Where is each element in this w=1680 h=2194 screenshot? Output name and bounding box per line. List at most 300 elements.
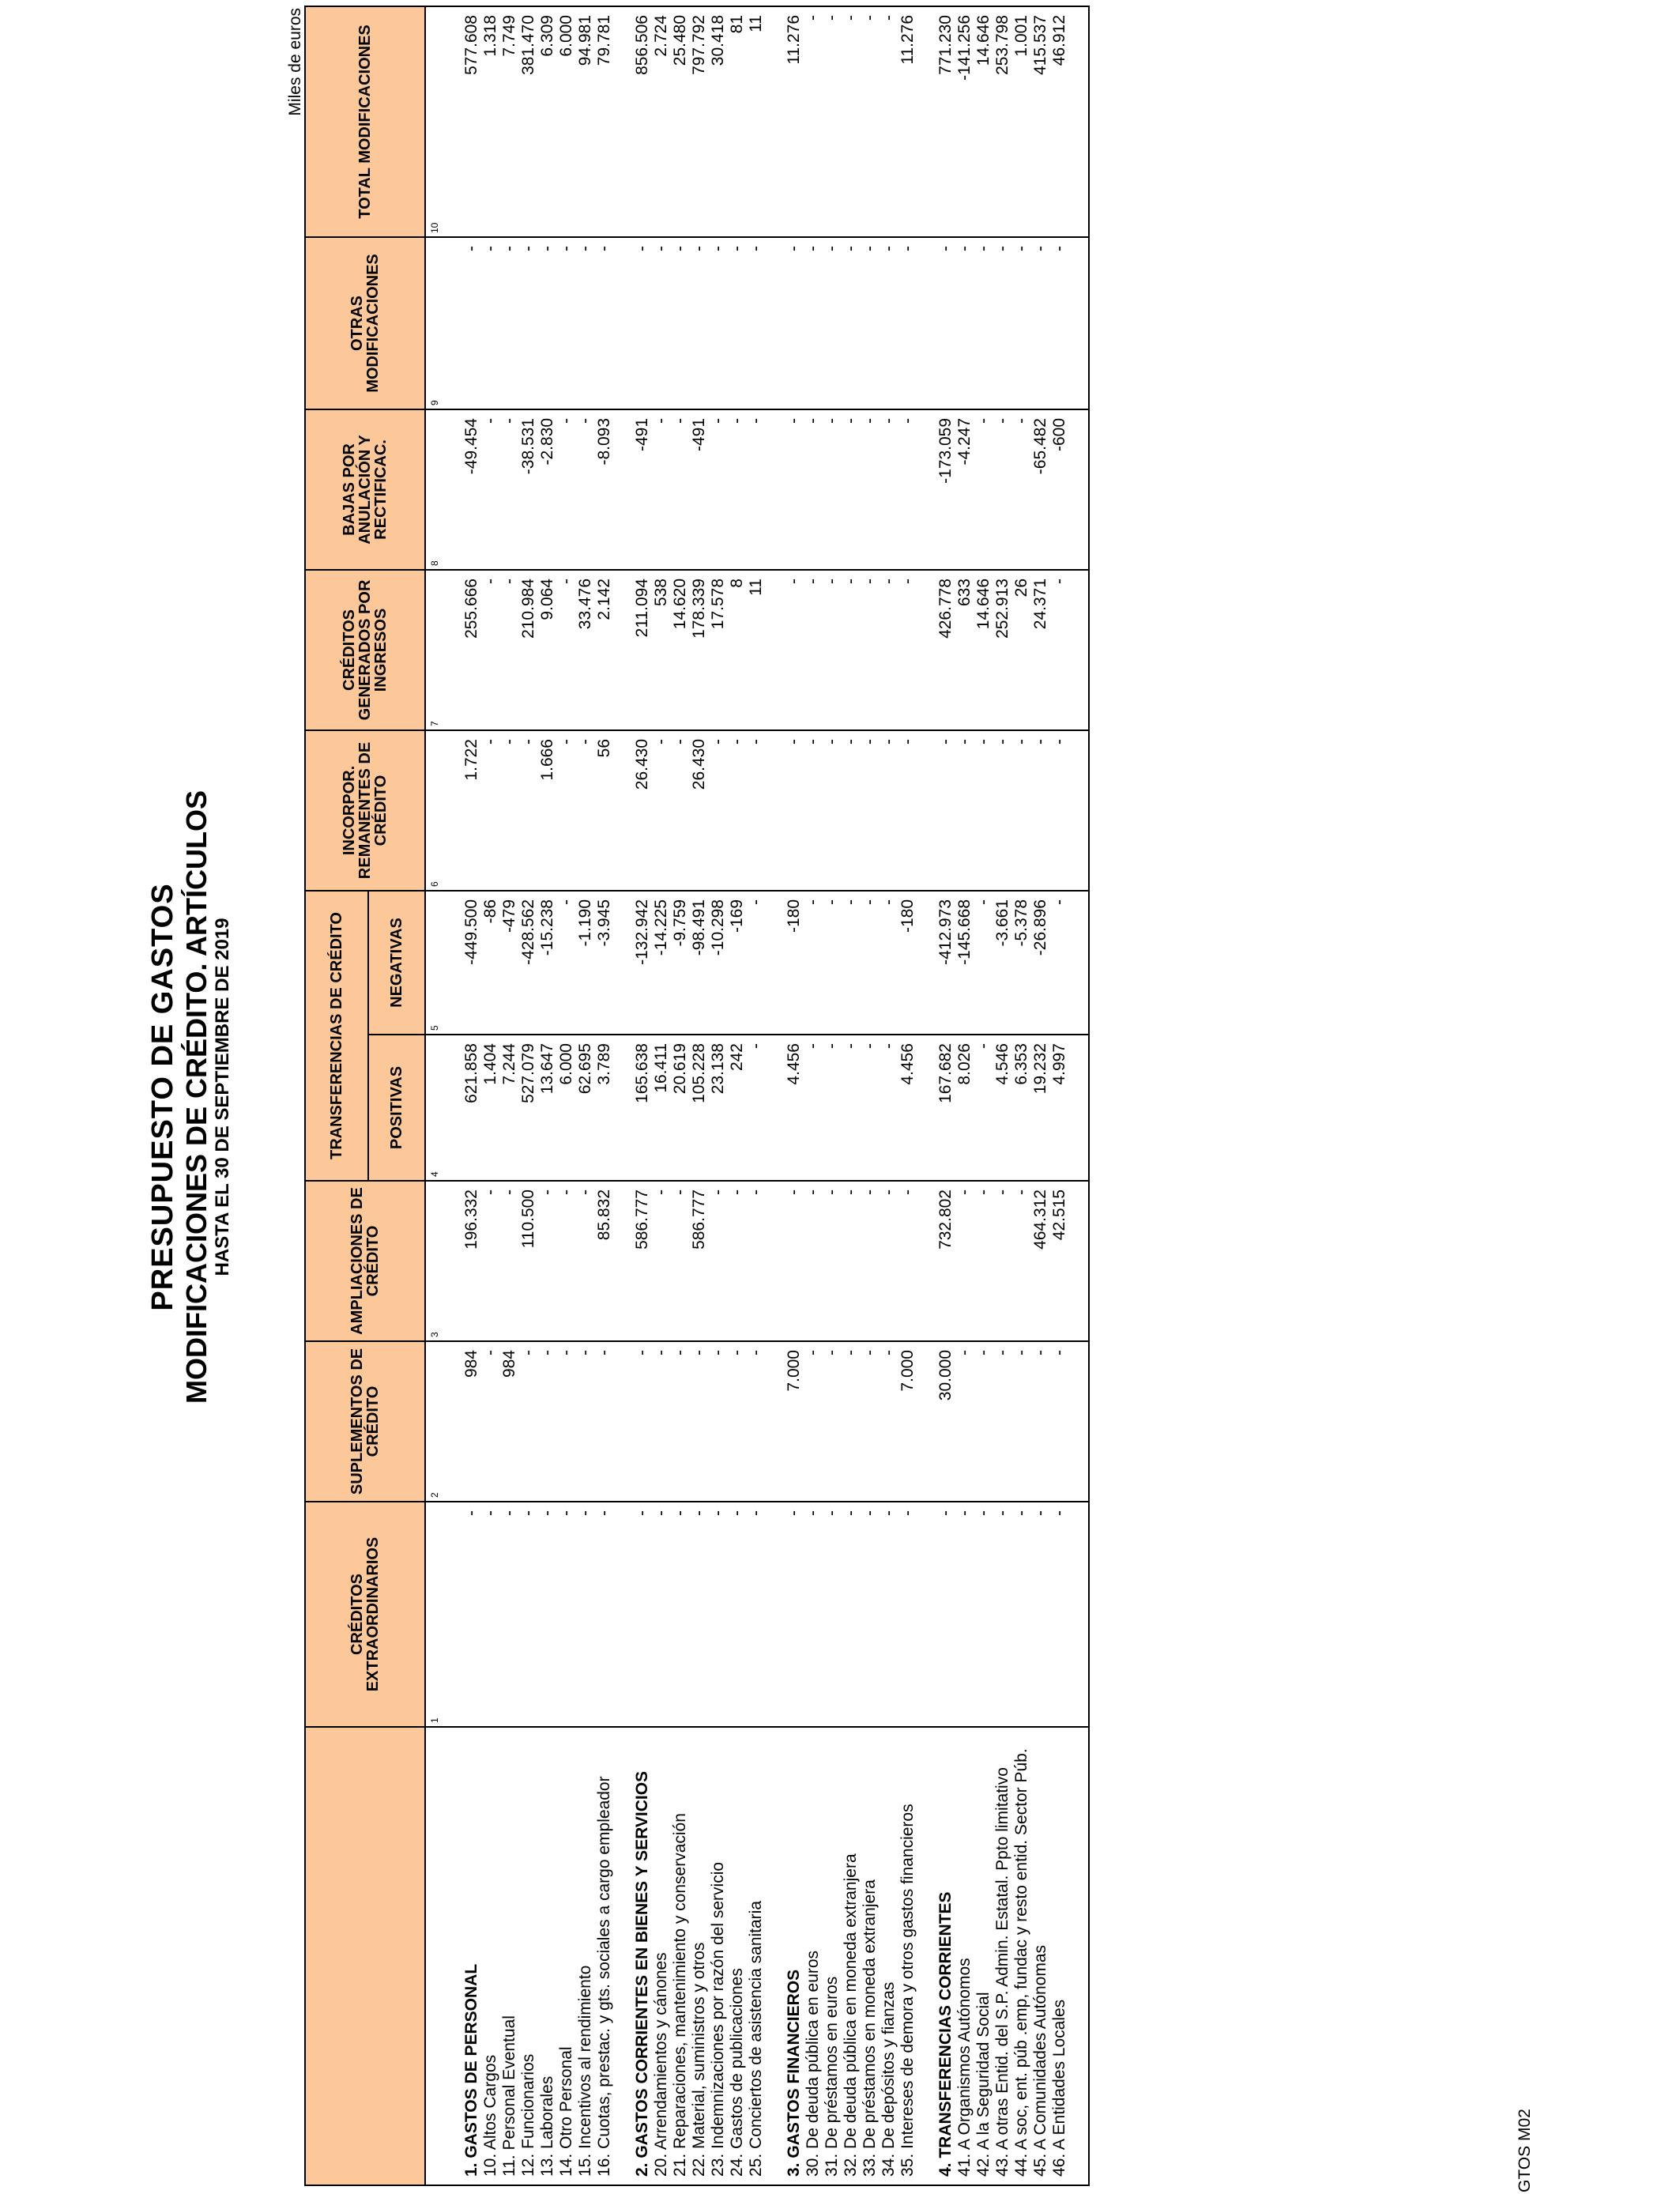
cell-value: - [842,1341,861,1502]
cell-value: - [993,1181,1012,1341]
cell-value: - [785,1502,804,1727]
cell-value: 26.430 [690,730,709,891]
row-label: 14. Otro Personal [557,1727,576,2185]
cell-value: -9.759 [671,891,690,1035]
cell-value: - [785,237,804,409]
cell-value: - [500,1181,519,1341]
cell-value: - [823,409,842,570]
cell-value: 856.506 [633,6,652,237]
cell-value: - [1012,1181,1031,1341]
cell-value: - [804,409,823,570]
cell-value: 7.000 [785,1341,804,1502]
cell-value: - [823,891,842,1035]
cell-value: - [842,1181,861,1341]
cell-value: 732.802 [936,1181,955,1341]
cell-value: 26.430 [633,730,652,891]
row-label: 43. A otras Entid. del S.P. Admin. Estatal. Ppto limitativo [993,1727,1012,2185]
cell-value: - [709,730,728,891]
cell-value: 255.666 [462,570,481,730]
column-number: 9 [425,237,443,409]
table-row [842,6,861,2185]
cell-value: 426.778 [936,570,955,730]
cell-value: - [728,1341,747,1502]
cell-value: 178.339 [690,570,709,730]
cell-value: 11.276 [785,6,804,237]
table-row [766,6,785,2185]
cell-value: - [709,1181,728,1341]
cell-value: - [785,409,804,570]
table-row [993,6,1012,2185]
row-label: 44. A soc, ent. púb .emp, fundac y resto entid. Sector Púb. [1012,1727,1031,2185]
row-label: 46. A Entidades Locales [1050,1727,1069,2185]
cell-value [1069,1341,1089,1502]
cell-value: - [955,237,974,409]
cell-value: - [880,1181,898,1341]
cell-value: - [1012,409,1031,570]
cell-value [443,1181,462,1341]
cell-value [614,1341,633,1502]
cell-value [614,730,633,891]
cell-value: 253.798 [993,6,1012,237]
cell-value: - [747,1341,766,1502]
cell-value: -412.973 [936,891,955,1035]
cell-value: - [500,730,519,891]
report-period: HASTA EL 30 DE SEPTIEMBRE DE 2019 [212,918,233,1276]
cell-value: 252.913 [993,570,1012,730]
cell-value: - [842,409,861,570]
cell-value [766,6,785,237]
cell-value [614,1181,633,1341]
units-label: Miles de euros [286,8,304,116]
cell-value: - [652,1341,671,1502]
row-label [614,1727,633,2185]
cell-value: -10.298 [709,891,728,1035]
cell-value: - [538,237,557,409]
cell-value: - [728,237,747,409]
cell-value: 26 [1012,570,1031,730]
cell-value: - [747,1035,766,1181]
cell-value: -38.531 [519,409,538,570]
cell-value: -3.661 [993,891,1012,1035]
cell-value [766,409,785,570]
row-label: 23. Indemnizaciones por razón del servicio [709,1727,728,2185]
cell-value: - [898,237,917,409]
cell-value [917,730,936,891]
cell-value: - [519,730,538,891]
cell-value: - [936,237,955,409]
cell-value [766,237,785,409]
cell-value: - [557,409,576,570]
cell-value: - [1031,1502,1050,1727]
cell-value [1069,237,1089,409]
row-label: 15. Incentivos al rendimiento [576,1727,595,2185]
cell-value: 527.079 [519,1035,538,1181]
cell-value: 46.912 [1050,6,1069,237]
column-number-row [425,6,443,2185]
cell-value: - [1012,237,1031,409]
cell-value: 4.456 [785,1035,804,1181]
cell-value: - [1012,1502,1031,1727]
cell-value: -180 [898,891,917,1035]
cell-value: - [823,1502,842,1727]
cell-value: - [823,6,842,237]
cell-value: 211.094 [633,570,652,730]
cell-value: - [861,730,880,891]
cell-value: - [557,570,576,730]
cell-value: - [955,1341,974,1502]
column-number: 8 [425,409,443,570]
cell-value [1069,730,1089,891]
row-label: 34. De depósitos y fianzas [880,1727,898,2185]
header-creditos-generados: CRÉDITOS GENERADOS POR INGRESOS [305,570,425,730]
cell-value: - [861,570,880,730]
row-label: 22. Material, suministros y otros [690,1727,709,2185]
table-row [880,6,898,2185]
cell-value: - [500,570,519,730]
cell-value [766,570,785,730]
table-row [804,6,823,2185]
cell-value: 464.312 [1031,1181,1050,1341]
cell-value [443,1341,462,1502]
cell-value: 4.997 [1050,1035,1069,1181]
cell-value: - [861,6,880,237]
cell-value: 1.722 [462,730,481,891]
cell-value [917,1502,936,1727]
cell-value: 105.228 [690,1035,709,1181]
cell-value: 577.608 [462,6,481,237]
cell-value: - [974,237,993,409]
cell-value: -491 [690,409,709,570]
cell-value: 1.001 [1012,6,1031,237]
cell-value: -15.238 [538,891,557,1035]
cell-value: - [880,1341,898,1502]
table-row [1050,6,1069,2185]
cell-value: - [823,730,842,891]
row-label [1069,1727,1089,2185]
cell-value: - [481,1502,500,1727]
cell-value [917,570,936,730]
cell-value: - [880,730,898,891]
table-row [614,6,633,2185]
cell-value [917,1181,936,1341]
row-label [917,1727,936,2185]
cell-value: - [1050,1502,1069,1727]
cell-value [917,409,936,570]
cell-value [443,1502,462,1727]
row-label: 12. Funcionarios [519,1727,538,2185]
table-row [1031,6,1050,2185]
header-concept [305,1727,425,2185]
cell-value: - [652,730,671,891]
column-number: 4 [425,1035,443,1181]
cell-value: - [785,730,804,891]
header-total: TOTAL MODIFICACIONES [305,6,425,237]
cell-value: - [880,409,898,570]
cell-value: - [974,1341,993,1502]
cell-value: -132.942 [633,891,652,1035]
cell-value: 8.026 [955,1035,974,1181]
row-label: 32. De deuda pública en moneda extranjera [842,1727,861,2185]
table-row [481,6,500,2185]
header-transferencias: TRANSFERENCIAS DE CRÉDITO [305,891,368,1181]
cell-value: - [557,237,576,409]
cell-value [766,891,785,1035]
table-row [538,6,557,2185]
cell-value: -1.190 [576,891,595,1035]
cell-value: - [671,409,690,570]
cell-value: 1.318 [481,6,500,237]
cell-value: -479 [500,891,519,1035]
cell-value: - [595,1341,614,1502]
cell-value: - [880,891,898,1035]
cell-value: 6.353 [1012,1035,1031,1181]
cell-value: - [747,1181,766,1341]
cell-value: - [861,1181,880,1341]
table-row [557,6,576,2185]
cell-value: - [690,1341,709,1502]
cell-value: - [804,1181,823,1341]
cell-value [1069,409,1089,570]
cell-value [443,237,462,409]
cell-value [766,730,785,891]
cell-value: - [823,1181,842,1341]
cell-value: 17.578 [709,570,728,730]
cell-value [614,409,633,570]
cell-value: - [462,237,481,409]
cell-value [443,1035,462,1181]
cell-value: - [747,891,766,1035]
cell-value: - [842,730,861,891]
cell-value: - [728,730,747,891]
cell-value [917,891,936,1035]
cell-value [1069,1035,1089,1181]
row-label: 33. De préstamos en moneda extranjera [861,1727,880,2185]
cell-value: - [671,730,690,891]
cell-value: - [481,730,500,891]
cell-value: - [880,237,898,409]
cell-value: - [804,6,823,237]
cell-value [917,1341,936,1502]
cell-value: 621.858 [462,1035,481,1181]
cell-value: 586.777 [633,1181,652,1341]
cell-value: 7.244 [500,1035,519,1181]
cell-value: -3.945 [595,891,614,1035]
cell-value: - [500,237,519,409]
cell-value [443,570,462,730]
table-row [1012,6,1031,2185]
cell-value: 6.000 [557,1035,576,1181]
cell-value: 94.981 [576,6,595,237]
cell-value: 20.619 [671,1035,690,1181]
cell-value: - [993,409,1012,570]
cell-value: 797.792 [690,6,709,237]
cell-value: - [898,409,917,570]
cell-value: - [576,1502,595,1727]
cell-value [614,237,633,409]
cell-value: 984 [500,1341,519,1502]
table-row [576,6,595,2185]
cell-value: - [898,1502,917,1727]
cell-value: -180 [785,891,804,1035]
cell-value: - [538,1341,557,1502]
cell-value: - [652,1502,671,1727]
cell-value: - [936,730,955,891]
cell-value: - [823,1035,842,1181]
cell-value: 633 [955,570,974,730]
cell-value: 3.789 [595,1035,614,1181]
cell-value: - [1050,570,1069,730]
table-row [519,6,538,2185]
cell-value: - [557,1502,576,1727]
cell-value: - [538,1502,557,1727]
table-row [936,6,955,2185]
cell-value: - [974,409,993,570]
cell-value: - [804,570,823,730]
cell-value: - [785,570,804,730]
cell-value: - [481,237,500,409]
cell-value: 13.647 [538,1035,557,1181]
row-label: 1. GASTOS DE PERSONAL [462,1727,481,2185]
report-subtitle: MODIFICACIONES DE CRÉDITO. ARTÍCULOS [180,790,213,1404]
cell-value: 30.000 [936,1341,955,1502]
cell-value: - [1012,1341,1031,1502]
cell-value [614,6,633,237]
cell-value: - [652,237,671,409]
cell-value: - [481,570,500,730]
cell-value: 242 [728,1035,747,1181]
cell-value [443,891,462,1035]
cell-value: - [974,1502,993,1727]
row-label: 24. Gastos de publicaciones [728,1727,747,2185]
cell-value: 85.832 [595,1181,614,1341]
cell-value: - [936,1502,955,1727]
cell-value: - [955,730,974,891]
cell-value: - [652,1181,671,1341]
header-creditos-extraordinarios: CRÉDITOS EXTRAORDINARIOS [305,1502,425,1727]
cell-value: - [861,1502,880,1727]
cell-value: 538 [652,570,671,730]
table-row [747,6,766,2185]
row-label: 45. A Comunidades Autónomas [1031,1727,1050,2185]
cell-value [443,409,462,570]
cell-value: 16.411 [652,1035,671,1181]
cell-value: -145.668 [955,891,974,1035]
cell-value: - [557,1181,576,1341]
cell-value: - [993,730,1012,891]
cell-value: - [993,1502,1012,1727]
table-row [974,6,993,2185]
cell-value: - [519,1341,538,1502]
header-ampliaciones: AMPLIACIONES DE CRÉDITO [305,1181,425,1341]
cell-value: - [955,1181,974,1341]
cell-value: 79.781 [595,6,614,237]
table-row [462,6,481,2185]
cell-value: 81 [728,6,747,237]
cell-value: -5.378 [1012,891,1031,1035]
row-label: 30. De deuda pública en euros [804,1727,823,2185]
table-row [709,6,728,2185]
cell-value: - [747,1502,766,1727]
cell-value: - [747,730,766,891]
cell-value: -169 [728,891,747,1035]
cell-value: - [633,1502,652,1727]
cell-value: - [842,570,861,730]
cell-value: 56 [595,730,614,891]
cell-value: - [462,1502,481,1727]
cell-value: 14.646 [974,570,993,730]
cell-value: - [690,1502,709,1727]
column-number: 1 [425,1502,443,1727]
cell-value: 586.777 [690,1181,709,1341]
cell-value: 4.456 [898,1035,917,1181]
table-row [785,6,804,2185]
cell-value: - [481,1181,500,1341]
cell-value: - [898,570,917,730]
cell-value: - [804,891,823,1035]
cell-value: - [633,1341,652,1502]
row-label: 41. A Organismos Autónomos [955,1727,974,2185]
cell-value: - [1031,1341,1050,1502]
cell-value: 415.537 [1031,6,1050,237]
cell-value: 8 [728,570,747,730]
cell-value: - [993,237,1012,409]
cell-value [766,1181,785,1341]
cell-value: 2.724 [652,6,671,237]
table-row [671,6,690,2185]
column-number-blank [425,1727,443,2185]
cell-value: - [538,1181,557,1341]
table-row [917,6,936,2185]
cell-value [1069,891,1089,1035]
cell-value: - [974,1035,993,1181]
cell-value: 11 [747,6,766,237]
cell-value [1069,1181,1089,1341]
cell-value: - [671,1341,690,1502]
cell-value: - [993,1341,1012,1502]
row-label: 21. Reparaciones, mantenimiento y conservación [671,1727,690,2185]
cell-value: - [880,1502,898,1727]
report-title: PRESUPUESTO DE GASTOS [146,883,179,1311]
cell-value: -98.491 [690,891,709,1035]
cell-value: -449.500 [462,891,481,1035]
cell-value: - [880,6,898,237]
cell-value: -600 [1050,409,1069,570]
cell-value [443,6,462,237]
row-label [766,1727,785,2185]
cell-value: - [652,409,671,570]
table-row [443,6,462,2185]
cell-value: -65.482 [1031,409,1050,570]
table-row [728,6,747,2185]
cell-value: - [823,1341,842,1502]
row-label: 25. Conciertos de asistencia sanitaria [747,1727,766,2185]
cell-value: - [519,237,538,409]
cell-value: -14.225 [652,891,671,1035]
table-row [652,6,671,2185]
cell-value: - [842,891,861,1035]
cell-value [917,6,936,237]
cell-value: 984 [462,1341,481,1502]
cell-value: - [842,6,861,237]
table-row [633,6,652,2185]
cell-value: - [557,730,576,891]
row-label: 3. GASTOS FINANCIEROS [785,1727,804,2185]
header-negativas: NEGATIVAS [368,891,425,1035]
row-label: 10. Altos Cargos [481,1727,500,2185]
header-bajas: BAJAS POR ANULACIÓN Y RECTIFICAC. [305,409,425,570]
cell-value: - [1050,730,1069,891]
cell-value: - [861,891,880,1035]
